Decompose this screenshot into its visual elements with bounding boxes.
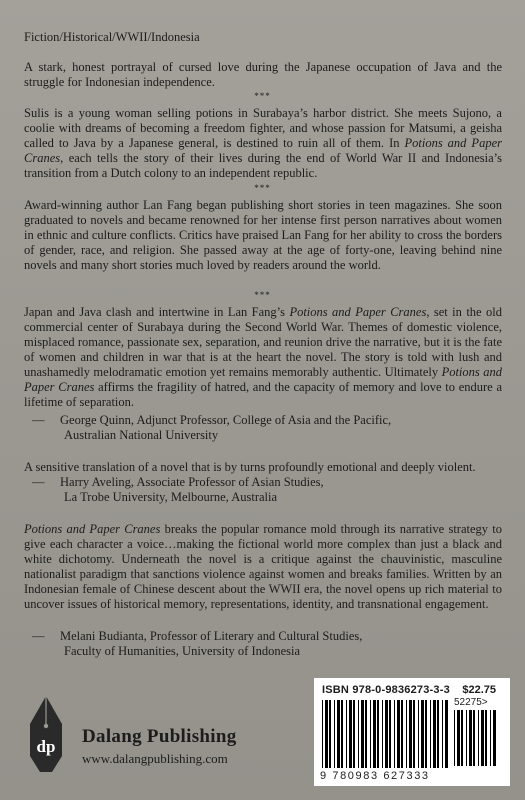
pen-nib-logo-icon <box>22 694 70 774</box>
book-title-italic: Potions and Paper Cranes <box>24 522 161 536</box>
ean-barcode-icon <box>322 700 448 770</box>
separator: *** <box>254 290 271 300</box>
price-label: $22.75 <box>462 684 496 696</box>
attribution-line: Faculty of Humanities, University of Indonesia <box>64 644 301 658</box>
publisher-url: www.dalangpublishing.com <box>82 751 228 766</box>
text-segment: , each tells the story of their lives during the end of World War II and Indonesia’s transition from a Dutch colony to an independent republic. <box>24 151 502 180</box>
isbn-number: ISBN 978-0-9836273-3-3 <box>322 684 450 696</box>
synopsis-paragraph <box>24 106 502 181</box>
author-bio: Award-winning author Lan Fang began publishing short stories in teen magazines. She soon graduated to novels and became renowned for her intense first person narratives about women in ethnic and culture conflicts. Critics have praised Lan Fang for her ability to cross the borders of gender, race, and religion. She passed away at the age of forty-one, leaving behind nine novels and many short stories much loved by readers around the world. <box>24 198 502 272</box>
attribution-aveling <box>24 475 324 505</box>
barcode-digits: 9 780983 627333 <box>320 770 430 782</box>
attribution-line: George Quinn, Adjunct Professor, College of Asia and the Pacific, <box>60 413 392 427</box>
text-segment: breaks the popular romance mold through its narrative strategy to give each character a voice…making the fictional world more complex than just a black and white dichotomy. Underneath the novel is a critique against the chauvinistic, masculine nationalist paradigm that sanctions violence against women and breaks families. Written by an Indonesian female of Chinese descent about the WWII era, the novel opens up rich material to uncover issues of historical memory, representations, identity, and transnational engagement. <box>24 522 502 611</box>
book-title-italic: Potions and Paper Cranes <box>24 136 502 165</box>
review-aveling: A sensitive translation of a novel that is by turns profoundly emotional and deeply violent. <box>24 460 476 474</box>
em-dash: — <box>32 629 45 643</box>
separator: *** <box>254 91 271 101</box>
attribution-line: Australian National University <box>64 428 219 442</box>
attribution-budianta <box>24 629 362 659</box>
text-segment: Sulis is a young woman selling potions in Surabaya’s harbor district. She meets Sujono, a coolie with dreams of becoming a freedom fighter, and whose passion for Matsumi, a geisha called to Java by a Japanese general, is destined to ruin all of them. In <box>24 106 502 150</box>
attribution-quinn <box>24 413 391 443</box>
text-segment: affirms the fragility of hatred, and the capacity of memory and love to endure a lifetime of separation. <box>24 380 502 409</box>
attribution-line: La Trobe University, Melbourne, Australia <box>64 490 278 504</box>
text-segment: , set in the old commercial center of Surabaya during the Second World War. Themes of domestic violence, misplaced romance, passionate sex, separation, and reunion drive the narrative, but it is the fate of women and children in war that is at the heart the novel. The story is told with lush and unashamedly melodramatic emotion yet remains memorably authentic. Ultimately <box>24 305 503 379</box>
book-title-italic: Potions and Paper Cranes <box>289 305 427 319</box>
attribution-line: Melani Budianta, Professor of Literary and Cultural Studies, <box>60 629 363 643</box>
addon-barcode-icon <box>454 710 498 768</box>
book-title-italic: Potions and Paper Cranes <box>24 365 502 394</box>
addon-code: 52275> <box>454 697 488 708</box>
genre-label: Fiction/Historical/WWII/Indonesia <box>24 30 200 44</box>
review-quinn <box>24 305 502 410</box>
em-dash: — <box>32 413 45 427</box>
separator: *** <box>254 183 271 193</box>
review-budianta <box>24 522 502 612</box>
publisher-name: Dalang Publishing <box>82 726 237 747</box>
text-segment: Japan and Java clash and intertwine in Lan Fang’s <box>24 305 290 319</box>
isbn-barcode-box <box>314 678 510 786</box>
synopsis-intro: A stark, honest portrayal of cursed love during the Japanese occupation of Java and the struggle for Indonesian independence. <box>24 60 502 89</box>
em-dash: — <box>32 475 45 489</box>
attribution-line: Harry Aveling, Associate Professor of Asian Studies, <box>60 475 324 489</box>
logo-text: dp <box>36 737 56 756</box>
